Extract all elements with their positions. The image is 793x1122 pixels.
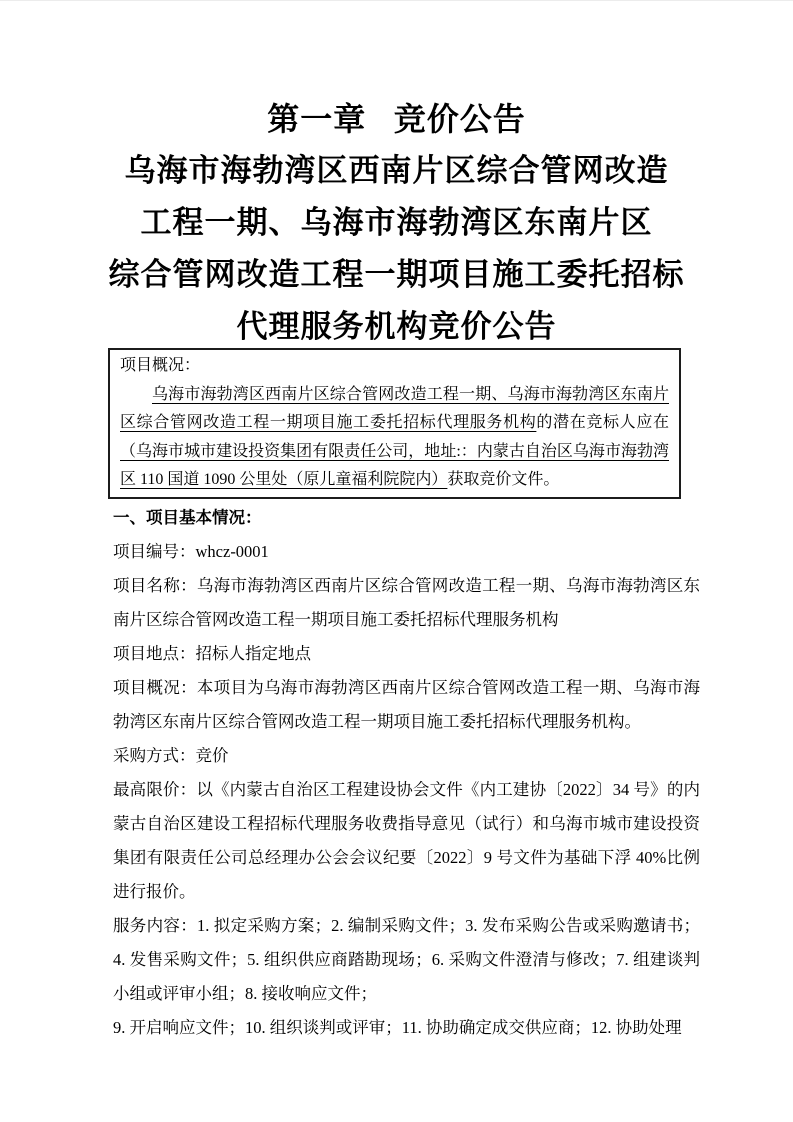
service-content-continued-paragraph: 9. 开启响应文件；10. 组织谈判或评审；11. 协助确定成交供应商；12. 协助处理 (113, 1017, 682, 1037)
overview-segment-plain-1: 的潜在竞标人应在 (536, 414, 669, 431)
project-summary-paragraph: 项目概况：本项目为乌海市海勃湾区西南片区综合管网改造工程一期、乌海市海勃湾区东南片区综合管网改造工程一期项目施工委托招标代理服务机构。 (113, 677, 700, 731)
document-title-line-4: 代理服务机构竞价公告 (236, 309, 557, 344)
service-content-paragraph: 服务内容：1. 拟定采购方案；2. 编制采购文件；3. 发布采购公告或采购邀请书；4. 发售采购文件；5. 组织供应商踏勘现场；6. 采购文件澄清与修改；7. 组建谈判小组或评审小组；8. 接收响应文件； (113, 915, 701, 1003)
project-name-paragraph: 项目名称：乌海市海勃湾区西南片区综合管网改造工程一期、乌海市海勃湾区东南片区综合管网改造工程一期项目施工委托招标代理服务机构 (113, 575, 700, 629)
project-number-paragraph: 项目编号：whcz-0001 (113, 541, 269, 561)
project-overview-box (108, 348, 681, 499)
title-block (0, 1, 793, 353)
chapter-title: 第一章 竞价公告 (267, 101, 526, 137)
project-overview-paragraph (120, 381, 669, 495)
overview-segment-underlined-2: （乌海市城市建设投资集团有限责任公司，地址:：内蒙古自治区乌海市海勃湾区 110 国道 1090 公里处（原儿童福利院院内） (120, 442, 669, 488)
project-overview-label: 项目概况： (120, 357, 201, 374)
basic-info-section (113, 501, 700, 1045)
document-title-line-1: 乌海市海勃湾区西南片区综合管网改造 (124, 153, 669, 188)
basic-info-heading: 一、项目基本情况： (113, 507, 262, 527)
document-title-line-2: 工程一期、乌海市海勃湾区东南片区 (140, 205, 653, 240)
max-price-paragraph: 最高限价：以《内蒙古自治区工程建设协会文件《内工建协〔2022〕34 号》的内蒙古自治区建设工程招标代理服务收费指导意见（试行）和乌海市城市建设投资集团有限责任公司总经理办公会会议纪要〔2022〕9 号文件为基础下浮 40%比例进行报价。 (113, 779, 700, 901)
overview-segment-plain-2: 获取竞价文件。 (447, 471, 560, 488)
document-title-line-3: 综合管网改造工程一期项目施工委托招标 (108, 257, 685, 292)
overview-segment-underlined-1: 乌海市海勃湾区西南片区综合管网改造工程一期、乌海市海勃湾区东南片区综合管网改造工程一期项目施工委托招标代理服务机构 (120, 385, 669, 431)
procurement-method-paragraph: 采购方式：竞价 (113, 745, 229, 765)
project-location-paragraph: 项目地点：招标人指定地点 (113, 643, 311, 663)
